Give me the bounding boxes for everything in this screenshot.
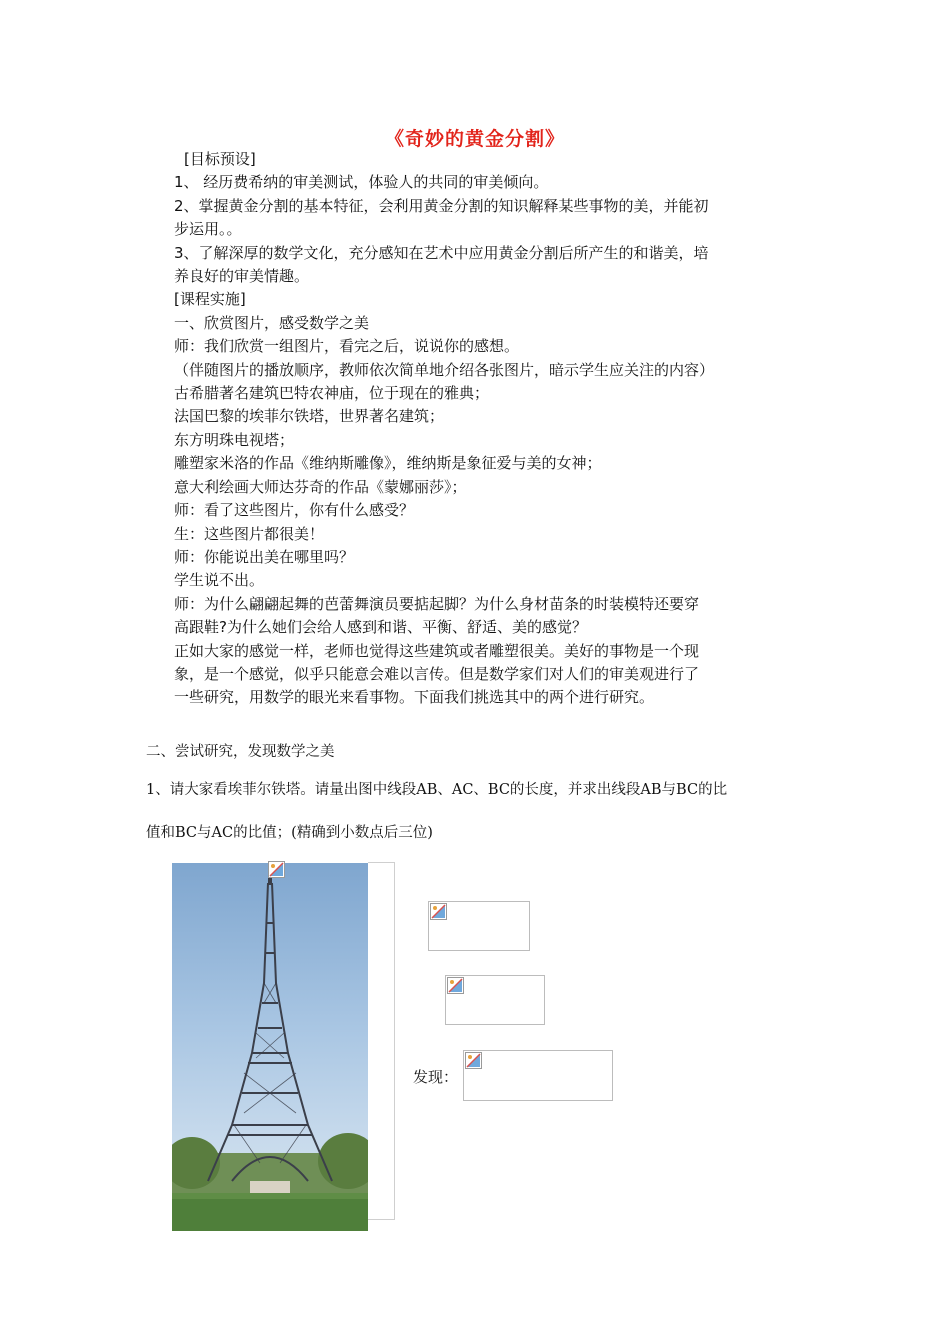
text-line: 生：这些图片都很美！ (174, 524, 325, 543)
text-line: 师：我们欣赏一组图片，看完之后，说说你的感想。 (174, 337, 520, 356)
text-line: 1、 经历费希纳的审美测试，体验人的共同的审美倾向。 (174, 173, 549, 192)
text-line: 师：看了这些图片，你有什么感受？ (174, 501, 415, 520)
text-line: 3、了解深厚的数学文化，充分感知在艺术中应用黄金分割后所产生的和谐美，培 (174, 243, 709, 262)
eiffel-tower-illustration (172, 863, 368, 1231)
text-line: [目标预设] (184, 150, 256, 168)
text-line: 一些研究，用数学的眼光来看事物。下面我们挑选其中的两个进行研究。 (174, 688, 655, 707)
text-line: 2、掌握黄金分割的基本特征，会利用黄金分割的知识解释某些事物的美，并能初 (174, 196, 709, 215)
text-line: 高跟鞋?为什么她们会给人感到和谐、平衡、舒适、美的感觉？ (174, 618, 587, 637)
text-line: 师：你能说出美在哪里吗？ (174, 547, 355, 566)
text-line: 雕塑家米洛的作品《维纳斯雕像》，维纳斯是象征爱与美的女神； (174, 454, 602, 473)
document-title: 《奇妙的黄金分割》 (384, 128, 565, 150)
text-line: 法国巴黎的埃菲尔铁塔，世界著名建筑； (174, 407, 445, 426)
lesson-plan-text (174, 148, 814, 710)
broken-image-icon (268, 861, 285, 878)
answer-box-3[interactable] (463, 1050, 613, 1101)
text-line: 东方明珠电视塔； (174, 430, 295, 449)
text-line: 步运用。。 (174, 220, 242, 239)
text-line: 一、欣赏图片，感受数学之美 (174, 313, 370, 332)
task-instruction-line-2: 值和BC与AC的比值；(精确到小数点后三位) (146, 825, 433, 841)
text-line: 古希腊著名建筑巴特农神庙，位于现在的雅典； (174, 384, 490, 403)
task-instruction-line-1: 1、请大家看埃菲尔铁塔。请量出图中线段AB、AC、BC的长度，并求出线段AB与BC的比 (146, 782, 728, 798)
broken-image-icon (447, 977, 464, 994)
text-line: 意大利绘画大师达芬奇的作品《蒙娜丽莎》； (174, 477, 467, 496)
text-line: 养良好的审美情趣。 (174, 267, 310, 286)
image-frame (368, 862, 395, 1220)
text-line: 师：为什么翩翩起舞的芭蕾舞演员要掂起脚？为什么身材苗条的时装模特还要穿 (174, 594, 700, 613)
found-label: 发现： (413, 1068, 459, 1086)
text-line: [课程实施] (174, 290, 246, 309)
text-line: 学生说不出。 (174, 571, 265, 590)
text-line: 象，是一个感觉，似乎只能意会难以言传。但是数学家们对人们的审美观进行了 (174, 664, 700, 683)
text-line: 正如大家的感觉一样，老师也觉得这些建筑或者雕塑很美。美好的事物是一个现 (174, 641, 700, 660)
text-line: （伴随图片的播放顺序，教师依次简单地介绍各张图片，暗示学生应关注的内容） (174, 360, 715, 379)
broken-image-icon (430, 903, 447, 920)
eiffel-tower-photo (172, 863, 368, 1231)
section-two-heading: 二、尝试研究，发现数学之美 (146, 744, 335, 760)
broken-image-icon (465, 1052, 482, 1069)
